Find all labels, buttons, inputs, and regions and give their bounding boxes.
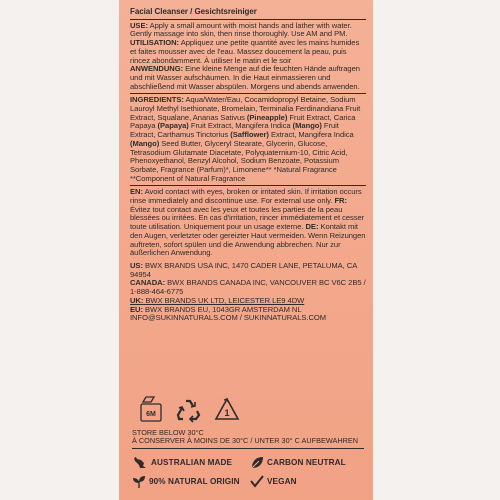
utilisation-text: Appliquez une petite quantité avec les mains humides et faites mousser avec de l'eau. Massez doucement la peau, puis rincez abondamment. À utiliser le matin et le soir	[130, 38, 360, 65]
address-uk-text: BWX BRANDS UK LTD, LEICESTER LE9 4DW	[145, 295, 305, 305]
storage-line-fr-de: À CONSERVER À MOINS DE 30°C / UNTER 30° C AUFBEWAHREN	[132, 436, 359, 446]
product-claims	[132, 456, 368, 488]
claim-natural-origin	[132, 475, 250, 488]
ingredients-text: Fruit Extract, Carica Papaya	[130, 112, 356, 131]
ingredient-common-name: (Safflower)	[230, 130, 269, 140]
leaf-icon	[250, 456, 264, 469]
pao-text: 6M	[146, 411, 156, 418]
anwendung-directions	[130, 65, 366, 91]
ingredients-text: Extract, Mangifera Indica	[270, 130, 354, 140]
address-eu-label: EU:	[130, 304, 143, 314]
divider	[130, 19, 366, 20]
ingredients-text: Fruit Extract, Mangifera Indica	[190, 121, 291, 131]
warning-en-label: EN:	[130, 187, 143, 197]
address-canada-label: CANADA:	[130, 278, 166, 288]
check-leaf-icon	[250, 475, 264, 488]
storage-instructions	[132, 429, 368, 446]
label-text-block	[130, 8, 366, 323]
label-panel	[119, 0, 373, 500]
sprout-icon	[132, 475, 146, 488]
address-us	[130, 262, 366, 279]
storage-line-en: STORE BELOW 30°C	[132, 428, 204, 437]
product-title: Facial Cleanser / Gesichtsreiniger	[130, 7, 257, 16]
kangaroo-icon	[132, 456, 148, 469]
open-jar-icon	[137, 395, 165, 425]
use-label: USE:	[130, 20, 148, 30]
ingredients-text: Seed Butter, Glyceryl Stearate, Glycerin, Glucose, Tetrasodium Glutamate Diacetate, Polyquaternium-10, Citric Acid, Phenoxyethanol, Benzyl Alcohol, Sodium Benzoate, Potassium Sorbate, Fragrance (Parfum)*, Limonene** *Natural Fragrance **Component of Natural Fragrance	[130, 138, 348, 183]
address-us-text: BWX BRANDS USA INC, 1470 CADER LANE, PETALUMA, CA 94954	[130, 260, 357, 279]
recycle-icon	[175, 396, 203, 424]
claim-natural-origin-text: 90% NATURAL ORIGIN	[149, 477, 240, 486]
ingredient-common-name: (Papaya)	[157, 121, 189, 131]
claim-australian-made	[132, 456, 250, 469]
anwendung-text: Eine kleine Menge auf die feuchten Hände auftragen und mit Wasser aufschäumen. In die Haut einmassieren und abschließend mit Wasser abspülen. Morgens und abends anwenden.	[130, 64, 360, 91]
claim-vegan-text: VEGAN	[267, 477, 297, 486]
address-us-label: US:	[130, 260, 143, 270]
resin-code-triangle-icon	[213, 396, 241, 424]
resin-code-number: 1	[224, 408, 230, 418]
divider	[130, 185, 366, 186]
ingredients-text: Fruit Extract, Carthamus Tinctorius	[130, 121, 339, 140]
claim-australian-made-text: AUSTRALIAN MADE	[151, 458, 233, 467]
ingredient-common-name: (Mango)	[130, 138, 160, 148]
address-canada	[130, 279, 366, 296]
divider	[132, 448, 364, 449]
address-eu-text: BWX BRANDS EU, 1043GR AMSTERDAM NL	[145, 304, 302, 314]
ingredients-label: INGREDIENTS:	[130, 95, 184, 105]
use-text: Apply a small amount with moist hands and lather with water. Gently massage into skin, then rinse thoroughly. Use AM and PM.	[130, 20, 352, 39]
divider	[130, 93, 366, 94]
utilisation-label: UTILISATION:	[130, 38, 180, 48]
ingredient-common-name: (Pineapple)	[246, 112, 288, 122]
address-uk-label: UK:	[130, 295, 144, 305]
address-canada-text: BWX BRANDS CANADA INC, VANCOUVER BC V6C 2B5 / 1-888-464-6775	[130, 278, 366, 297]
warning-de-text: Kontakt mit den Augen, verletzter oder gereizter Haut vermeiden. Wenn Reizungen auftreten, sofort spülen und die Anwendung abbrechen. Nur zur äußerlichen Anwendung.	[130, 222, 366, 258]
warning-en-text: Avoid contact with eyes, broken or irritated skin. If irritation occurs rinse immediately and discontinue use. For external use only.	[130, 187, 362, 206]
anwendung-label: ANWENDUNG:	[130, 64, 184, 74]
warning-fr-label: FR:	[334, 196, 347, 206]
warnings	[130, 188, 366, 258]
warning-fr-text: Évitez tout contact avec les yeux et toutes les parties de la peau blessées ou irritées. En cas d'irritation, rincer immédiatement et cesser toute utilisation. Uniquement pour un usage externe.	[130, 204, 365, 232]
warning-de-label: DE:	[305, 222, 319, 232]
contact-line: INFO@SUKINNATURALS.COM / SUKINNATURALS.COM	[130, 313, 327, 323]
claim-carbon-neutral-text: CARBON NEUTRAL	[267, 458, 346, 467]
claim-carbon-neutral	[250, 456, 368, 469]
ingredient-common-name: (Mango)	[292, 121, 322, 131]
usage-directions	[130, 22, 366, 66]
ingredients-text: Aqua/Water/Eau, Cocamidopropyl Betaine, Sodium Lauroyl Methyl Isethionate, Bromelain, Terminalia Ferdinandiana Fruit Extract, Squalane, Ananas Sativus	[130, 95, 361, 122]
claim-vegan	[250, 475, 368, 488]
packaging-symbols	[137, 392, 257, 428]
ingredients-list	[130, 96, 366, 183]
